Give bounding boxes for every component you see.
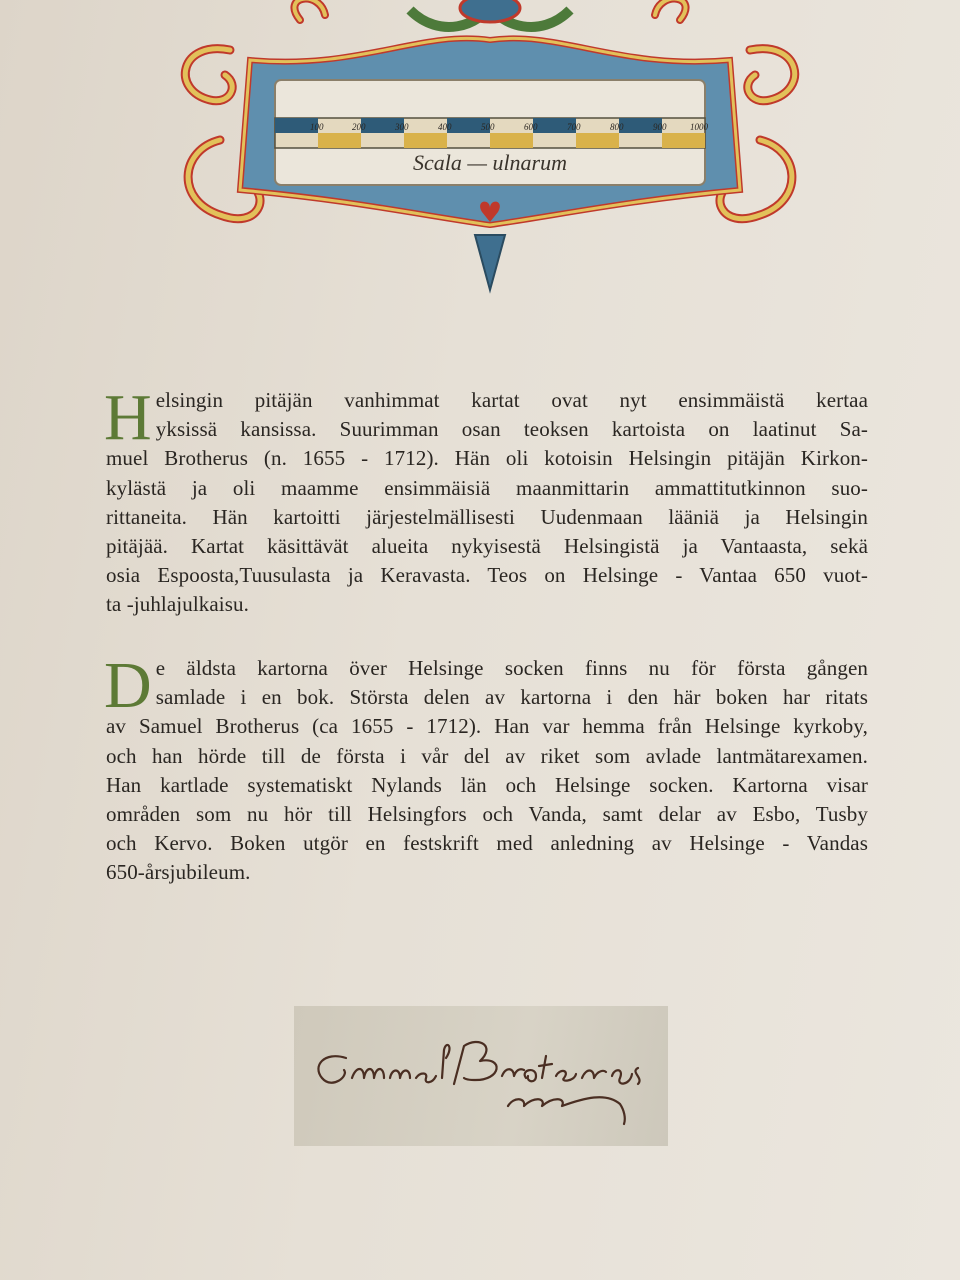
scale-number: 900 xyxy=(653,122,667,132)
text-line: rittaneita. Hän kartoitti järjestelmällisesti Uudenmaan lääniä ja Helsingin xyxy=(106,504,868,529)
scale-number: 200 xyxy=(352,122,366,132)
scale-number: 800 xyxy=(610,122,624,132)
text-line: och Kervo. Boken utgör en festskrift med anledning av Helsinge - Vandas xyxy=(106,831,868,856)
dropcap: H xyxy=(104,381,152,454)
text-line: e äldsta kartorna över Helsinge socken finns nu för första gången xyxy=(155,656,868,680)
text-line: pitäjää. Kartat käsittävät alueita nykyisestä Helsingistä ja Vantaasta, sekä xyxy=(106,534,868,559)
text-line: områden som nu hör till Helsingfors och Vanda, samt delar av Esbo, Tusby xyxy=(106,802,868,827)
scale-number: 1000 xyxy=(690,122,708,132)
scale-number: 300 xyxy=(395,122,409,132)
scale-number: 700 xyxy=(567,122,581,132)
map-cartouche-illustration xyxy=(160,0,820,300)
text-line: yksissä kansissa. Suurimman osan teoksen kartoista on laatinut Sa- xyxy=(155,417,868,442)
scale-number: 100 xyxy=(310,122,324,132)
signature-image xyxy=(294,1006,668,1146)
scale-number: 600 xyxy=(524,122,538,132)
text-line: 650-årsjubileum. xyxy=(106,860,251,885)
text-line: och han hörde till de första i vår del av riket som avlade lantmätarexamen. xyxy=(106,743,868,768)
scale-caption: Scala — ulnarum xyxy=(413,150,567,175)
scale-number: 500 xyxy=(481,122,495,132)
text-line: muel Brotherus (n. 1655 - 1712). Hän oli kotoisin Helsingin pitäjän Kirkon- xyxy=(106,446,868,471)
text-line: ta -juhlajulkaisu. xyxy=(106,592,249,617)
finnish-paragraph xyxy=(104,381,868,620)
scale-number: 400 xyxy=(438,122,452,132)
text-line: Han kartlade systematiskt Nylands län och Helsinge socken. Kartorna visar xyxy=(106,772,868,797)
signature-handwriting xyxy=(294,1006,668,1146)
text-line: kylästä ja oli maamme ensimmäisiä maanmittarin ammattitutkinnon suo- xyxy=(106,475,868,500)
text-line: av Samuel Brotherus (ca 1655 - 1712). Han var hemma från Helsinge kyrkoby, xyxy=(106,714,868,739)
text-line: samlade i en bok. Största delen av kartorna i den här boken har ritats xyxy=(155,685,868,710)
swedish-paragraph xyxy=(104,649,868,888)
dropcap: D xyxy=(104,649,152,722)
text-line: osia Espoosta,Tuusulasta ja Keravasta. Teos on Helsinge - Vantaa 650 vuot- xyxy=(106,563,868,588)
text-line: elsingin pitäjän vanhimmat kartat ovat nyt ensimmäistä kertaa xyxy=(155,388,868,412)
